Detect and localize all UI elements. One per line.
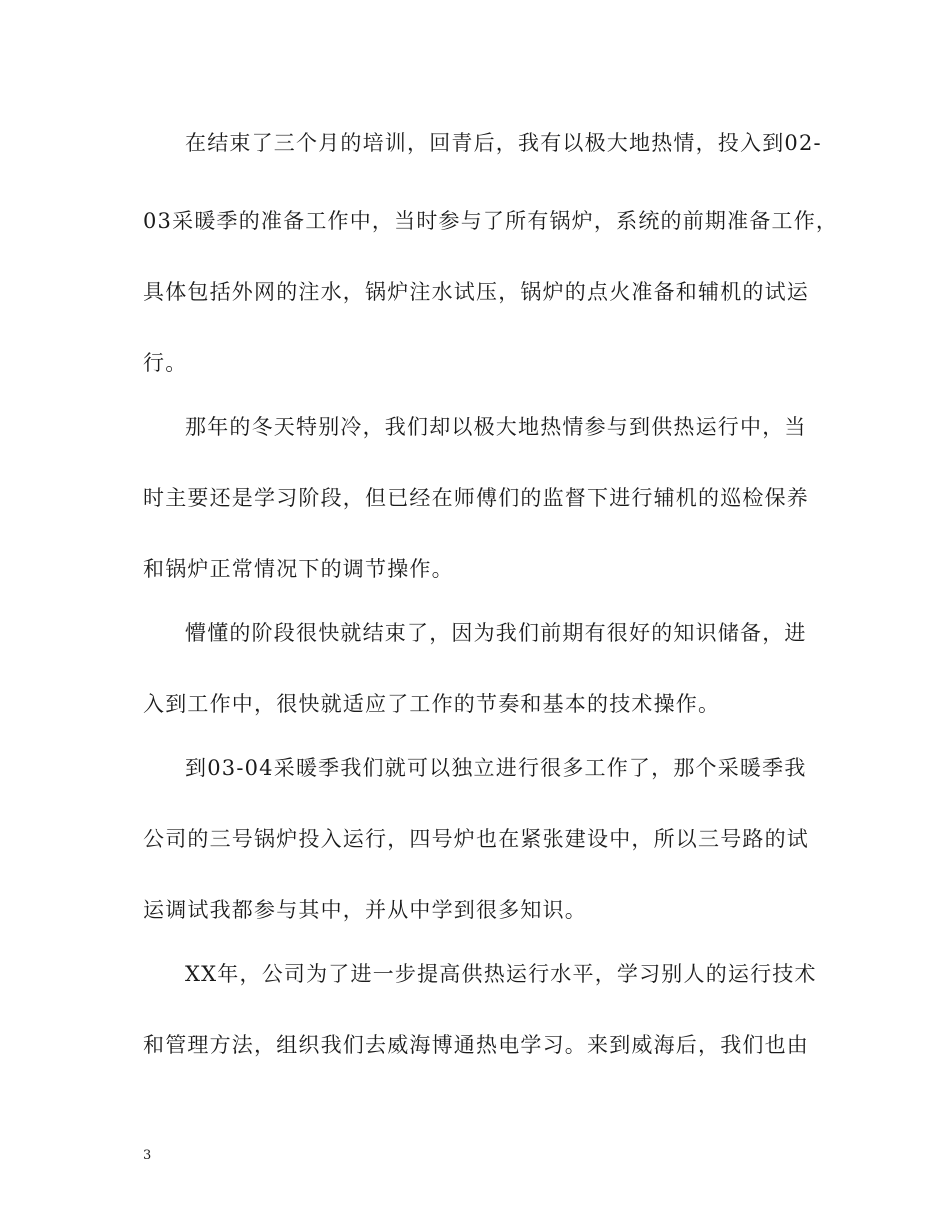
paragraph-5-line-1: XX年，公司为了进一步提高供热运行水平，学习别人的运行技术 (185, 962, 817, 986)
paragraph-1-line-1: 在结束了三个月的培训，回青后，我有以极大地热情，投入到02- (185, 131, 822, 155)
paragraph-3-line-1: 懵懂的阶段很快就结束了，因为我们前期有很好的知识储备，进 (185, 621, 807, 645)
paragraph-4-line-2: 公司的三号锅炉投入运行，四号炉也在紧张建设中，所以三号路的试 (143, 827, 809, 851)
paragraph-4-line-1: 到03-04采暖季我们就可以独立进行很多工作了，那个采暖季我 (185, 756, 807, 780)
paragraph-2-line-2: 时主要还是学习阶段，但已经在师傅们的监督下进行辅机的巡检保养 (143, 486, 809, 510)
paragraph-1-line-3: 具体包括外网的注水，锅炉注水试压，锅炉的点火准备和辅机的试运 (143, 280, 809, 304)
paragraph-1-line-2: 03采暖季的准备工作中，当时参与了所有锅炉，系统的前期准备工作， (143, 209, 839, 233)
paragraph-3-line-2: 入到工作中，很快就适应了工作的节奏和基本的技术操作。 (143, 692, 721, 716)
page-number: 3 (143, 1148, 152, 1163)
paragraph-1-line-4: 行。 (143, 351, 188, 375)
paragraph-2-line-1: 那年的冬天特别冷，我们却以极大地热情参与到供热运行中，当 (185, 415, 807, 439)
paragraph-5-line-2: 和管理方法，组织我们去威海博通热电学习。来到威海后，我们也由 (143, 1033, 809, 1057)
paragraph-4-line-3: 运调试我都参与其中，并从中学到很多知识。 (143, 898, 587, 922)
paragraph-2-line-3: 和锅炉正常情况下的调节操作。 (143, 557, 454, 581)
